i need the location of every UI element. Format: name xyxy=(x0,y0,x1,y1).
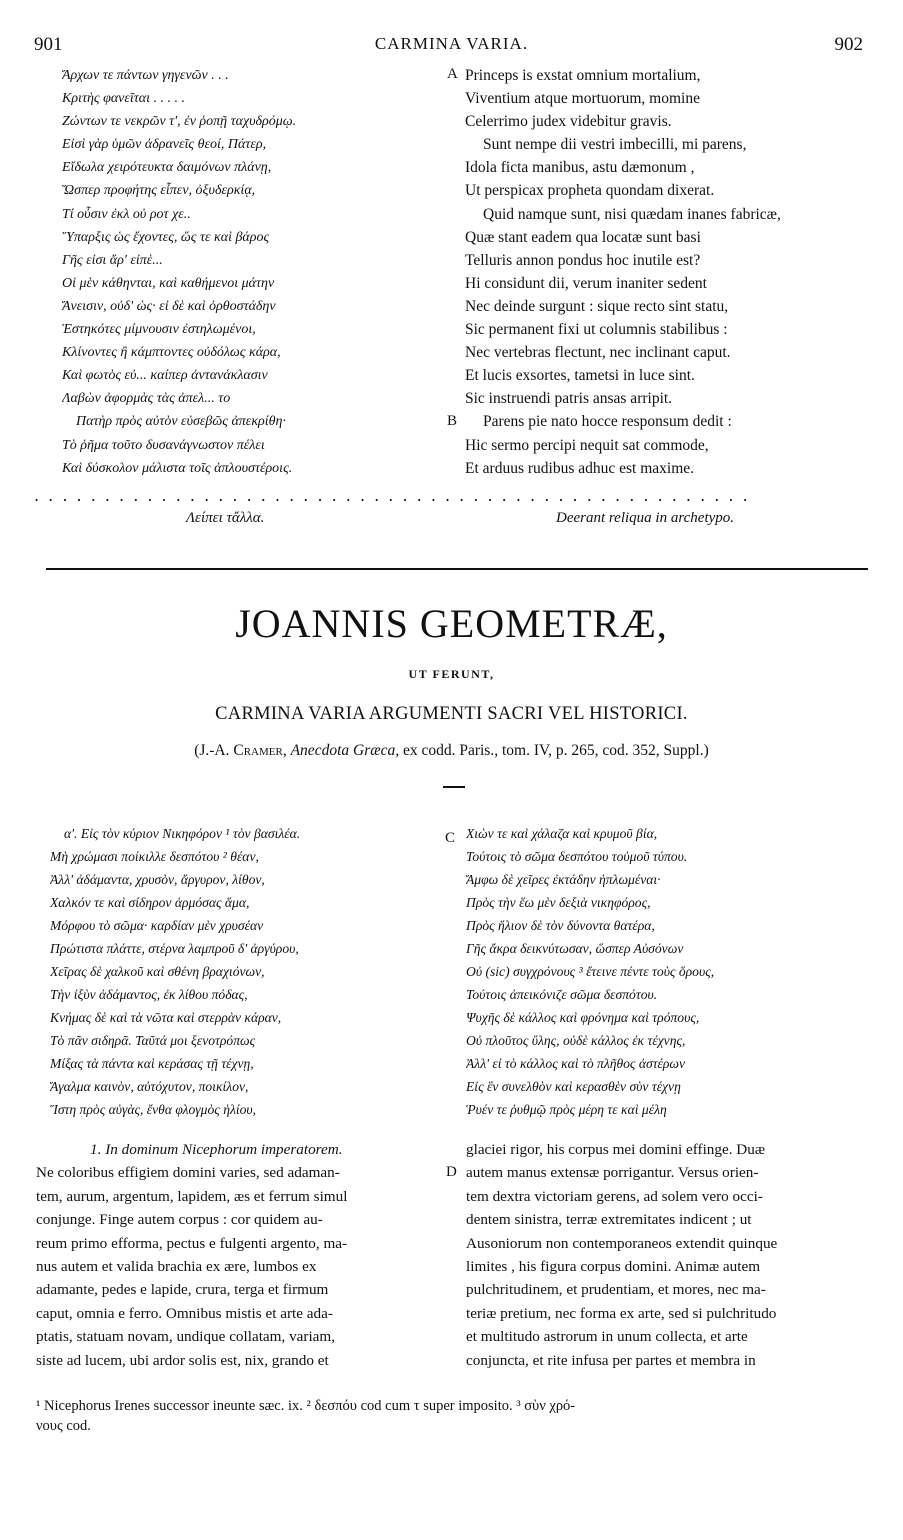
greek-line: Εἰς ἓν συνελθὸν καὶ κερασθὲν σὺν τέχνῃ xyxy=(466,1079,681,1094)
section-divider xyxy=(46,568,868,570)
greek-line: Οὐ (sic) συγχρόνους ³ ἔτεινε πέντε τοὺς ὅρους, xyxy=(466,964,715,979)
latin-line: Sunt nempe dii vestri imbecilli, mi parens, xyxy=(483,136,747,154)
latin-line: et multitudo astrorum in unum collecta, et arte xyxy=(466,1328,748,1346)
latin-line: caput, omnia e ferro. Omnibus mistis et arte ada- xyxy=(36,1304,333,1322)
margin-letter-c: C xyxy=(445,830,456,846)
deest-latin: Deerant reliqua in archetypo. xyxy=(556,510,735,526)
latin-line: adamante, pedes e lapide, crura, terga et firmum xyxy=(36,1281,329,1299)
greek-line: Εἴδωλα χειρότευκτα δαιμόνων πλάνῃ, xyxy=(62,160,272,176)
greek-line: Γῆς εἰσι ἄρ' εἰπὲ... xyxy=(62,252,163,268)
greek-line: Ὕπαρξις ὡς ἔχοντες, ὥς τε καὶ βάρος xyxy=(62,229,270,245)
greek-line: Γῆς ἄκρα δεικνύτωσαν, ὥσπερ Αὐσόνων xyxy=(466,941,684,956)
latin-line: Ausoniorum non contemporaneos extendit quinque xyxy=(466,1234,778,1252)
greek-line: Πρώτιστα πλάττε, στέρνα λαμπροῦ δ' ἀργύρου, xyxy=(50,941,299,956)
greek-line: Κνήμας δὲ καὶ τὰ νῶτα καὶ στερρὰν κάραν, xyxy=(50,1010,282,1025)
poem-greek-right xyxy=(466,822,876,1121)
greek-line: Ἵστη πρὸς αὐγὰς, ἔνθα φλογμὸς ἡλίου, xyxy=(50,1102,257,1117)
source-citation xyxy=(0,742,903,760)
latin-line: Sic permanent fixi ut columnis stabilibus : xyxy=(465,321,728,339)
greek-line: Οὐ πλοῦτος ὕλης, οὐδὲ κάλλος ἐκ τέχνης, xyxy=(466,1033,686,1048)
deest-greek: Λείπει τἄλλα. xyxy=(186,510,265,526)
latin-line: conjuncta, et rite infusa per partes et membra in xyxy=(466,1351,756,1369)
latin-line: pulchritudinem, et prudentiam, et mores, nec ma- xyxy=(466,1281,766,1299)
section-subtitle-2: CARMINA VARIA ARGUMENTI SACRI VEL HISTORICI. xyxy=(215,704,688,724)
greek-line: Ζώντων τε νεκρῶν τ', ἐν ῥοπῇ ταχυδρόμῳ. xyxy=(62,114,297,130)
latin-line: Nec deinde surgunt : sique recto sint statu, xyxy=(465,297,729,315)
margin-letter-d: D xyxy=(446,1164,457,1180)
section-subtitle: UT FERUNT, xyxy=(408,667,495,681)
footnote-line: ¹ Nicephorus Irenes successor ineunte sæc. ix. ² δεσπόυ cod cum τ super imposito. ³ σὺν χρό- xyxy=(36,1398,576,1414)
latin-line: Nec vertebras flectunt, nec inclinant caput. xyxy=(465,344,731,362)
latin-line: siste ad lucem, ubi ardor solis est, nix, grando et xyxy=(36,1351,329,1369)
poem-latin-right xyxy=(466,1138,876,1372)
latin-line: Princeps is exstat omnium mortalium, xyxy=(465,67,701,84)
greek-line: Καὶ φωτὸς εὐ... καίπερ ἀντανάκλασιν xyxy=(62,368,268,384)
fragment-latin-column xyxy=(465,64,875,480)
margin-letter-b: B xyxy=(447,413,458,429)
greek-line: Ἄμφω δὲ χεῖρες ἐκτάδην ἡπλωμέναι· xyxy=(466,872,661,887)
ellipsis-row: . . . . . . . . . . . . . . . . . . . . . . . . . . . . . . . . . . . . . . . . . . . . . . . . . . . xyxy=(34,486,750,505)
greek-line: Πρὸς ἥλιον δὲ τὸν δύνοντα θατέρα, xyxy=(466,918,655,933)
latin-line: Et arduus rudibus adhuc est maxime. xyxy=(465,459,695,477)
greek-line: Τὸ ῥῆμα τοῦτο δυσανάγνωστον πέλει xyxy=(62,437,265,453)
greek-line: Πρὸς τὴν ἕω μὲν δεξιὰ νικηφόρος, xyxy=(466,895,651,910)
greek-line: Εἰσὶ γὰρ ὑμῶν ἀδρανεῖς θεοί, Πάτερ, xyxy=(62,137,267,153)
greek-line: Λαβὼν ἀφορμὰς τὰς ἀπελ... το xyxy=(62,391,231,407)
source-details: ex codd. Paris., tom. IV, p. 265, cod. 352, Suppl.) xyxy=(402,742,709,759)
greek-line: Οἱ μὲν κάθηνται, καὶ καθήμενοι μάτην xyxy=(62,275,275,291)
greek-line: Μίξας τὰ πάντα καὶ κεράσας τῇ τέχνῃ, xyxy=(50,1056,254,1071)
greek-line: Ἄνεισιν, οὐδ' ὡς· εἰ δὲ καὶ ὀρθοστάδην xyxy=(62,298,276,314)
poem-greek-heading: α'. Εἰς τὸν κύριον Νικηφόρον ¹ τὸν βασιλέα. xyxy=(64,826,301,841)
latin-line: Hi considunt dii, verum inaniter sedent xyxy=(465,274,707,292)
latin-line: Quæ stant eadem qua locatæ sunt basi xyxy=(465,228,701,246)
latin-line: tem dextra victoriam gerens, ad solem vero occi- xyxy=(466,1187,763,1205)
greek-line: Ἄγαλμα καινὸν, αὐτόχυτον, ποικίλον, xyxy=(50,1079,249,1094)
greek-line: Χιὼν τε καὶ χάλαζα καὶ κρυμοῦ βία, xyxy=(466,826,658,841)
greek-line: Τούτοις ἀπεικόνιζε σῶμα δεσπότου. xyxy=(466,987,658,1002)
greek-line: Πατὴρ πρὸς αὐτὸν εὐσεβῶς ἀπεκρίθη· xyxy=(76,414,286,430)
latin-line: autem manus extensæ porrigantur. Versus orien- xyxy=(466,1164,759,1182)
greek-line: Τὴν ἰξὺν ἀδάμαντος, ἐκ λίθου πόδας, xyxy=(50,987,248,1002)
latin-line: teriæ pretium, nec forma ex arte, sed si pulchritudo xyxy=(466,1304,777,1322)
greek-line: Χεῖρας δὲ χαλκοῦ καὶ σθένη βραχιόνων, xyxy=(50,964,265,979)
page-number-left: 901 xyxy=(34,34,63,55)
latin-line: Ne coloribus effigiem domini varies, sed adaman- xyxy=(36,1164,340,1182)
latin-line: tem, aurum, argentum, lapidem, æs et ferrum simul xyxy=(36,1187,348,1205)
source-author: (J.-A. Cramer, xyxy=(194,742,287,759)
greek-line: Τὸ πᾶν σιδηρᾶ. Ταῦτά μοι ξενοτρόπως xyxy=(50,1033,256,1048)
greek-line: Τί οὖσιν ἐκλ οὐ ροτ χε.. xyxy=(62,206,191,222)
source-work: Anecdota Græca, xyxy=(290,742,400,759)
greek-line: Ἄρχων τε πάντων γηγενῶν . . . xyxy=(62,68,229,83)
poem-latin-left xyxy=(36,1138,448,1372)
greek-line: Ἑστηκότες μίμνουσιν ἐστηλωμένοι, xyxy=(62,322,256,338)
latin-line: nus autem et valida brachia ex ære, lumbos ex xyxy=(36,1258,317,1276)
greek-line: Ψυχῆς δὲ κάλλος καὶ φρόνημα καὶ τρόπους, xyxy=(466,1010,700,1025)
latin-line: Et lucis exsortes, tametsi in luce sint. xyxy=(465,367,695,385)
latin-line: Hic sermo percipi nequit sat commode, xyxy=(465,436,709,454)
latin-line: Idola ficta manibus, astu dæmonum , xyxy=(465,159,695,177)
greek-line: Κλίνοντες ἢ κάμπτοντες οὐδόλως κάρα, xyxy=(62,345,281,361)
section-title: JOANNIS GEOMETRÆ, xyxy=(235,601,668,646)
margin-letter-a: A xyxy=(447,66,458,82)
fragment-greek-column xyxy=(62,64,442,480)
latin-line: limites , his figura corpus domini. Animæ autem xyxy=(466,1258,761,1276)
greek-line: Μόρφου τὸ σῶμα· καρδίαν μὲν χρυσέαν xyxy=(50,918,264,933)
latin-line: conjunge. Finge autem corpus : cor quidem au- xyxy=(36,1211,323,1229)
page-number-right: 902 xyxy=(834,34,863,55)
greek-line: Μὴ χρώμασι ποίκιλλε δεσπότου ² θέαν, xyxy=(50,849,259,864)
greek-line: Καὶ δύσκολον μάλιστα τοῖς ἁπλουστέροις. xyxy=(62,460,293,476)
latin-line: Telluris annon pondus hoc inutile est? xyxy=(465,251,701,269)
greek-line: Ἀλλ' εἰ τὸ κάλλος καὶ τὸ πλῆθος ἀστέρων xyxy=(466,1056,686,1071)
latin-line: Ut perspicax propheta quondam dixerat. xyxy=(465,182,715,200)
greek-line: Χαλκόν τε καὶ σίδηρον ἁρμόσας ἅμα, xyxy=(50,895,250,910)
greek-line: Ὥσπερ προφήτης εἶπεν, ὀξυδερκίᾳ, xyxy=(62,183,256,199)
latin-line: ptatis, statuam novam, undique collatam, variam, xyxy=(36,1328,336,1346)
latin-line: Celerrimo judex videbitur gravis. xyxy=(465,113,672,131)
footnotes xyxy=(36,1396,876,1436)
running-title: CARMINA VARIA. xyxy=(374,34,529,53)
latin-line: reum primo efforma, pectus e fulgenti argento, ma- xyxy=(36,1234,348,1252)
latin-line: Parens pie nato hocce responsum dedit : xyxy=(483,413,732,431)
greek-line: Κριτὴς φανεῖται . . . . . xyxy=(62,91,186,107)
latin-line: Viventium atque mortuorum, momine xyxy=(465,90,700,108)
latin-line: Sic instruendi patris ansas arripit. xyxy=(465,390,673,408)
latin-line: glaciei rigor, his corpus mei domini effinge. Duæ xyxy=(466,1141,766,1158)
greek-line: Ῥυέν τε ῥυθμῷ πρὸς μέρη τε καὶ μέλη xyxy=(466,1102,667,1117)
short-rule xyxy=(443,786,465,788)
poem-latin-heading: 1. In dominum Nicephorum imperatorem. xyxy=(90,1141,343,1158)
greek-line: Τούτοις τὸ σῶμα δεσπότου τοὐμοῦ τύπου. xyxy=(466,849,688,864)
footnote-line-continued: νους cod. xyxy=(36,1418,91,1434)
latin-line: Quid namque sunt, nisi quædam inanes fabricæ, xyxy=(483,205,781,223)
latin-line: dentem sinistra, terræ extremitates indicent ; ut xyxy=(466,1211,752,1229)
greek-line: Ἀλλ' ἀδάμαντα, χρυσὸν, ἄργυρον, λίθον, xyxy=(50,872,265,887)
poem-greek-left xyxy=(50,822,440,1121)
